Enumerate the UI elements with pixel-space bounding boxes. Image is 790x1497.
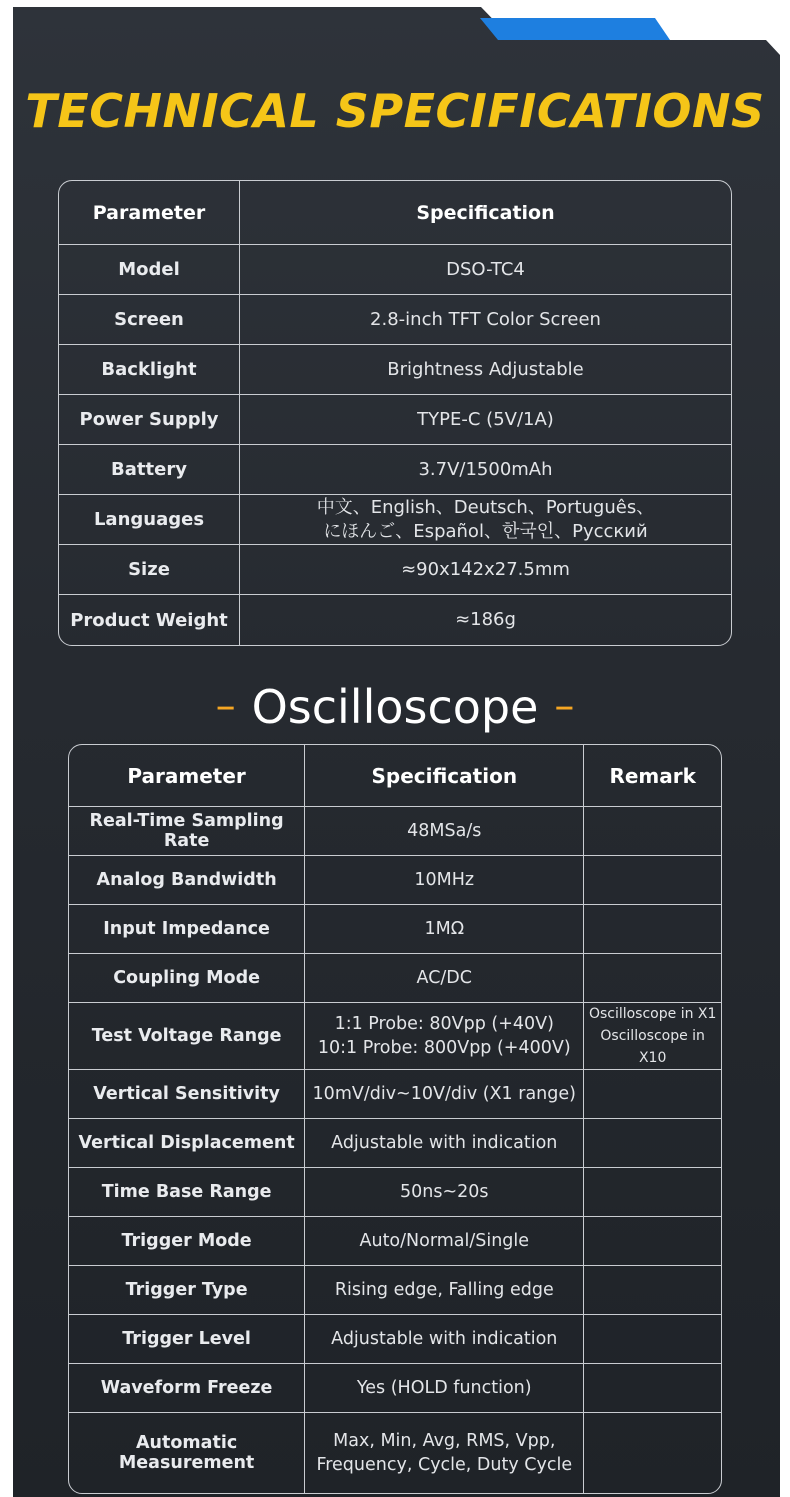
param-cell: Input Impedance: [69, 905, 305, 954]
table-header-row: [69, 745, 721, 807]
remark-cell: [584, 1003, 721, 1070]
table-row: [69, 807, 721, 856]
section-title-text: Oscilloscope: [251, 680, 539, 734]
value-cell: [240, 495, 731, 545]
table-row: [69, 954, 721, 1003]
value-cell: 50ns~20s: [305, 1168, 584, 1217]
table-row: [59, 595, 731, 645]
remark-cell: [584, 1070, 721, 1119]
voltage-x10-line: 10:1 Probe: 800Vpp (+400V): [317, 1038, 571, 1058]
value-cell: Rising edge, Falling edge: [305, 1266, 584, 1315]
value-cell: ≈186g: [455, 609, 516, 630]
param-cell: Backlight: [59, 345, 240, 395]
value-cell: [305, 1413, 584, 1493]
table-row: [59, 545, 731, 595]
param-cell: Analog Bandwidth: [69, 856, 305, 905]
table-row: [69, 1364, 721, 1413]
voltage-x1-line: 1:1 Probe: 80Vpp (+40V): [334, 1014, 554, 1034]
table-row: [59, 245, 731, 295]
param-cell: Automatic Measurement: [69, 1413, 305, 1493]
remark-cell: [584, 1119, 721, 1168]
remark-cell: [584, 1364, 721, 1413]
value-cell: 2.8-inch TFT Color Screen: [240, 295, 731, 345]
param-cell: Power Supply: [59, 395, 240, 445]
technical-spec-table: [58, 180, 732, 646]
param-cell: Coupling Mode: [69, 954, 305, 1003]
value-cell: 1MΩ: [305, 905, 584, 954]
value-cell: Brightness Adjustable: [240, 345, 731, 395]
header-parameter: Parameter: [69, 745, 305, 807]
remark-x10-line: Oscilloscope in X10: [600, 1028, 705, 1066]
oscilloscope-spec-table: [68, 744, 722, 1494]
header-specification: Specification: [240, 181, 731, 245]
param-cell: Battery: [59, 445, 240, 495]
param-cell: Time Base Range: [69, 1168, 305, 1217]
value-cell: ≈90x142x27.5mm: [240, 545, 731, 595]
param-cell: Model: [59, 245, 240, 295]
param-cell: Size: [59, 545, 240, 595]
measurement-line-1: Max, Min, Avg, RMS, Vpp,: [333, 1431, 556, 1451]
param-cell: Vertical Displacement: [69, 1119, 305, 1168]
value-cell: 48MSa/s: [305, 807, 584, 856]
header-specification: Specification: [305, 745, 584, 807]
remark-cell: [584, 1217, 721, 1266]
value-cell: TYPE-C (5V/1A): [240, 395, 731, 445]
param-cell: Waveform Freeze: [69, 1364, 305, 1413]
table-row: [69, 1168, 721, 1217]
table-row: [69, 1266, 721, 1315]
param-cell: Product Weight: [59, 595, 240, 645]
remark-cell: [584, 905, 721, 954]
header-remark: Remark: [584, 745, 721, 807]
param-cell: Trigger Level: [69, 1315, 305, 1364]
remark-cell: [584, 1315, 721, 1364]
value-cell: AC/DC: [305, 954, 584, 1003]
table-row: [69, 905, 721, 954]
dash-left: –: [215, 683, 236, 729]
remark-cell: [584, 1413, 721, 1493]
value-cell: Adjustable with indication: [305, 1315, 584, 1364]
table-row: [59, 495, 731, 545]
param-cell: Real-Time Sampling Rate: [69, 807, 305, 856]
table-row: [59, 345, 731, 395]
table-row: [69, 1003, 721, 1070]
value-cell: Yes (HOLD function): [305, 1364, 584, 1413]
header-parameter: Parameter: [59, 181, 240, 245]
page-title: TECHNICAL SPECIFICATIONS: [25, 84, 765, 138]
param-cell: Languages: [59, 495, 240, 545]
remark-cell: [584, 807, 721, 856]
value-cell: [305, 1003, 584, 1070]
languages-line-1: 中文、English、Deutsch、Português、: [316, 496, 655, 518]
measurement-line-2: Frequency, Cycle, Duty Cycle: [316, 1455, 573, 1475]
remark-x1-line: Oscilloscope in X1: [588, 1006, 717, 1022]
value-cell: Adjustable with indication: [305, 1119, 584, 1168]
blue-accent-tab: [480, 18, 670, 40]
table-row: [59, 295, 731, 345]
table-row: [69, 1413, 721, 1493]
section-title-oscilloscope: [0, 676, 790, 737]
dash-right: –: [554, 683, 575, 729]
value-cell: 10MHz: [305, 856, 584, 905]
param-cell: Trigger Mode: [69, 1217, 305, 1266]
table-row: [69, 1217, 721, 1266]
value-cell: 3.7V/1500mAh: [240, 445, 731, 495]
param-cell: Test Voltage Range: [69, 1003, 305, 1070]
value-cell: DSO-TC4: [240, 245, 731, 295]
param-cell: Vertical Sensitivity: [69, 1070, 305, 1119]
param-cell: Trigger Type: [69, 1266, 305, 1315]
value-cell: Auto/Normal/Single: [305, 1217, 584, 1266]
table-row: [59, 395, 731, 445]
languages-line-2: にほんご、Español、한국인、Русский: [323, 520, 648, 542]
table-row: [69, 1119, 721, 1168]
remark-cell: [584, 1168, 721, 1217]
table-row: [69, 856, 721, 905]
table-header-row: [59, 181, 731, 245]
remark-cell: [584, 954, 721, 1003]
table-row: [69, 1315, 721, 1364]
remark-cell: [584, 856, 721, 905]
remark-cell: [584, 1266, 721, 1315]
table-row: [59, 445, 731, 495]
value-cell: 10mV/div~10V/div (X1 range): [305, 1070, 584, 1119]
table-row: [69, 1070, 721, 1119]
param-cell: Screen: [59, 295, 240, 345]
